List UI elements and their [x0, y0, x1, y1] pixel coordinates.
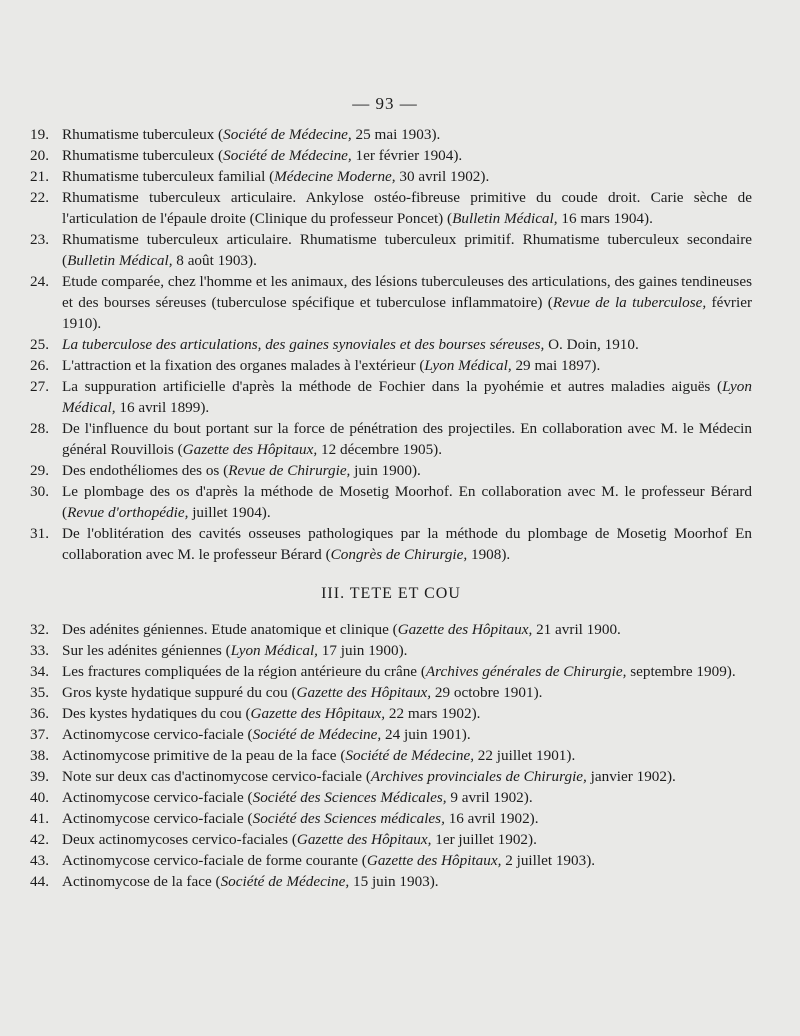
entry-text	[62, 787, 752, 808]
entry-text-date: 24 juin 1901).	[381, 726, 471, 743]
entry-text-main: Actinomycose primitive de la peau de la face (	[62, 747, 346, 764]
entry-number: 24.	[30, 273, 49, 290]
entry-text-main: Le plombage des os d'après la méthode de Mosetig Moorhof. En collaboration avec M. le professeur Bérard (	[62, 483, 752, 521]
entry-text	[62, 871, 752, 892]
entry-text	[62, 808, 752, 829]
entry-number: 25.	[30, 336, 49, 353]
entry-source: Gazette des Hôpitaux,	[366, 852, 502, 869]
entry-text	[62, 145, 752, 166]
entry-text-date: 21 avril 1900.	[532, 621, 621, 638]
bibliography-entry	[30, 829, 752, 850]
bibliography-entry	[30, 271, 752, 334]
entry-text-main: Des endothéliomes des os (	[62, 462, 229, 479]
entry-number: 32.	[30, 621, 49, 638]
entry-text	[62, 124, 752, 145]
entry-source: Revue de la tuberculose,	[552, 294, 707, 311]
entry-text	[62, 334, 752, 355]
entry-source: La tuberculose des articulations, des gaines synoviales et des bourses séreuses,	[62, 336, 545, 353]
entry-source: Archives provinciales de Chirurgie,	[370, 768, 587, 785]
entry-text	[62, 640, 752, 661]
entry-text-date: septembre 1909).	[626, 663, 736, 680]
bibliography-entry	[30, 229, 752, 271]
entry-source: Gazette des Hôpitaux,	[250, 705, 386, 722]
entry-text-main: De l'oblitération des cavités osseuses pathologiques par la méthode du plombage de Mosetig Moorhof En collaboration avec M. le professeur Bérard (	[62, 525, 752, 563]
entry-text	[62, 619, 752, 640]
entry-text-date: 12 décembre 1905).	[317, 441, 443, 458]
bibliography-entry	[30, 661, 752, 682]
entry-number: 21.	[30, 168, 49, 185]
entry-text-main: Gros kyste hydatique suppuré du cou (	[62, 684, 297, 701]
entry-text	[62, 745, 752, 766]
bibliography-list-part-2	[30, 619, 752, 892]
entry-source: Gazette des Hôpitaux,	[397, 621, 533, 638]
bibliography-entry	[30, 166, 752, 187]
bibliography-list-part-1	[30, 124, 752, 565]
entry-text-date: 16 mars 1904).	[557, 210, 653, 227]
entry-number: 40.	[30, 789, 49, 806]
entry-text-date: 2 juillet 1903).	[501, 852, 596, 869]
entry-text-main: Deux actinomycoses cervico-faciales (	[62, 831, 297, 848]
entry-text-main: L'attraction et la fixation des organes malades à l'extérieur (	[62, 357, 425, 374]
entry-number: 33.	[30, 642, 49, 659]
entry-text-date: 16 avril 1902).	[444, 810, 539, 827]
entry-text-date: juillet 1904).	[188, 504, 271, 521]
entry-number: 19.	[30, 126, 49, 143]
entry-number: 23.	[30, 231, 49, 248]
entry-number: 34.	[30, 663, 49, 680]
entry-text-date: 29 mai 1897).	[511, 357, 601, 374]
entry-text-date: 17 juin 1900).	[317, 642, 408, 659]
page-number: — 93 —	[352, 94, 418, 113]
entry-source: Société des Sciences Médicales,	[252, 789, 447, 806]
entry-text-date: O. Doin, 1910.	[544, 336, 639, 353]
entry-source: Bulletin Médical,	[452, 210, 558, 227]
entry-number: 30.	[30, 483, 49, 500]
entry-text-main: Rhumatisme tuberculeux (	[62, 147, 224, 164]
entry-number: 27.	[30, 378, 49, 395]
entry-text-date: janvier 1902).	[586, 768, 676, 785]
entry-source: Société de Médecine,	[220, 873, 350, 890]
entry-text-main: Des kystes hydatiques du cou (	[62, 705, 251, 722]
entry-text-date: 25 mai 1903).	[351, 126, 441, 143]
entry-source: Société de Médecine,	[252, 726, 382, 743]
entry-text	[62, 682, 752, 703]
entry-source: Revue d'orthopédie,	[67, 504, 189, 521]
entry-source: Société de Médecine,	[345, 747, 474, 764]
bibliography-entry	[30, 808, 752, 829]
entry-text-main: Actinomycose cervico-faciale de forme courante (	[62, 852, 367, 869]
entry-text-main: De l'influence du bout portant sur la force de pénétration des projectiles. En collaboration avec M. le Médecin général Rouvillois (	[62, 420, 752, 458]
bibliography-entry	[30, 787, 752, 808]
bibliography-entry	[30, 682, 752, 703]
entry-text	[62, 661, 752, 682]
entry-source: Bulletin Médical,	[67, 252, 173, 269]
bibliography-entry	[30, 481, 752, 523]
entry-text	[62, 355, 752, 376]
entry-source: Lyon Médical,	[424, 357, 512, 374]
bibliography-entry	[30, 523, 752, 565]
entry-number: 28.	[30, 420, 49, 437]
entry-text	[62, 166, 752, 187]
entry-text-main: Rhumatisme tuberculeux (	[62, 126, 224, 143]
entry-number: 41.	[30, 810, 49, 827]
entry-text-date: 9 avril 1902).	[446, 789, 533, 806]
bibliography-list	[30, 124, 752, 892]
entry-text	[62, 460, 752, 481]
entry-number: 31.	[30, 525, 49, 542]
entry-number: 35.	[30, 684, 49, 701]
bibliography-entry	[30, 766, 752, 787]
entry-text	[62, 481, 752, 523]
entry-text-date: juin 1900).	[350, 462, 421, 479]
entry-text	[62, 724, 752, 745]
entry-text-date: 22 mars 1902).	[385, 705, 481, 722]
entry-text	[62, 850, 752, 871]
entry-text-date: 1er juillet 1902).	[431, 831, 537, 848]
entry-text-main: Les fractures compliquées de la région antérieure du crâne (	[62, 663, 426, 680]
entry-text	[62, 271, 752, 334]
bibliography-entry	[30, 703, 752, 724]
entry-source: Société des Sciences médicales,	[252, 810, 445, 827]
bibliography-entry	[30, 376, 752, 418]
entry-text-date: 22 juillet 1901).	[474, 747, 576, 764]
bibliography-entry	[30, 334, 752, 355]
entry-text-date: 8 août 1903).	[172, 252, 257, 269]
entry-text-date: 1908).	[467, 546, 511, 563]
entry-number: 42.	[30, 831, 49, 848]
entry-number: 22.	[30, 189, 49, 206]
entry-text-main: Etude comparée, chez l'homme et les animaux, des lésions tuberculeuses des articulations, des gaines tendineuses et des bourses séreuses (tuberculose spécifique et tuberculose inflammatoire) (	[62, 273, 752, 311]
bibliography-entry	[30, 724, 752, 745]
entry-source: Gazette des Hôpitaux,	[182, 441, 318, 458]
entry-number: 43.	[30, 852, 49, 869]
entry-source: Revue de Chirurgie,	[228, 462, 351, 479]
entry-number: 29.	[30, 462, 49, 479]
bibliography-entry	[30, 145, 752, 166]
entry-source: Lyon Médical,	[62, 378, 752, 416]
entry-text	[62, 766, 752, 787]
entry-text-main: Actinomycose cervico-faciale (	[62, 726, 253, 743]
bibliography-entry	[30, 460, 752, 481]
entry-source: Congrès de Chirurgie,	[330, 546, 468, 563]
entry-number: 36.	[30, 705, 49, 722]
entry-number: 37.	[30, 726, 49, 743]
entry-source: Gazette des Hôpitaux,	[296, 831, 432, 848]
section-heading: III. TETE ET COU	[321, 585, 461, 602]
entry-source: Gazette des Hôpitaux,	[296, 684, 432, 701]
entry-text	[62, 523, 752, 565]
bibliography-entry	[30, 745, 752, 766]
entry-number: 39.	[30, 768, 49, 785]
entry-text	[62, 829, 752, 850]
entry-source: Société de Médecine,	[223, 126, 352, 143]
entry-number: 26.	[30, 357, 49, 374]
entry-text	[62, 229, 752, 271]
bibliography-entry	[30, 619, 752, 640]
entry-source: Archives générales de Chirurgie,	[425, 663, 627, 680]
bibliography-entry	[30, 418, 752, 460]
entry-text-date: 1er février 1904).	[351, 147, 463, 164]
bibliography-entry	[30, 187, 752, 229]
entry-text	[62, 187, 752, 229]
bibliography-entry	[30, 871, 752, 892]
entry-text-main: Rhumatisme tuberculeux articulaire. Rhumatisme tuberculeux primitif. Rhumatisme tuberculeux secondaire (	[62, 231, 752, 269]
entry-text	[62, 703, 752, 724]
entry-text-date: février 1910).	[62, 294, 753, 332]
entry-source: Lyon Médical,	[230, 642, 318, 659]
entry-text-main: Des adénites géniennes. Etude anatomique et clinique (	[62, 621, 398, 638]
entry-text-main: Actinomycose de la face (	[62, 873, 221, 890]
entry-text-main: Actinomycose cervico-faciale (	[62, 810, 253, 827]
entry-text-main: Rhumatisme tuberculeux familial (	[62, 168, 275, 185]
bibliography-entry	[30, 850, 752, 871]
entry-text-main: Actinomycose cervico-faciale (	[62, 789, 253, 806]
entry-text	[62, 418, 752, 460]
bibliography-entry	[30, 640, 752, 661]
entry-text-date: 29 octobre 1901).	[431, 684, 543, 701]
entry-number: 20.	[30, 147, 49, 164]
entry-text-date: 16 avril 1899).	[115, 399, 210, 416]
entry-text-date: 15 juin 1903).	[349, 873, 439, 890]
entry-text-main: Rhumatisme tuberculeux articulaire. Ankylose ostéo-fibreuse primitive du coude droit. Carie sèche de l'articulation de l'épaule droite (Clinique du professeur Poncet) (	[62, 189, 752, 227]
entry-text-main: Sur les adénites géniennes (	[62, 642, 231, 659]
entry-number: 44.	[30, 873, 49, 890]
entry-text-main: Note sur deux cas d'actinomycose cervico-faciale (	[62, 768, 371, 785]
entry-source: Médecine Moderne,	[274, 168, 396, 185]
entry-text-main: La suppuration artificielle d'après la méthode de Fochier dans la pyohémie et autres maladies aiguës (	[62, 378, 723, 395]
bibliography-entry	[30, 355, 752, 376]
entry-text-date: 30 avril 1902).	[395, 168, 490, 185]
entry-source: Société de Médecine,	[223, 147, 352, 164]
bibliography-entry	[30, 124, 752, 145]
entry-number: 38.	[30, 747, 49, 764]
entry-text	[62, 376, 752, 418]
